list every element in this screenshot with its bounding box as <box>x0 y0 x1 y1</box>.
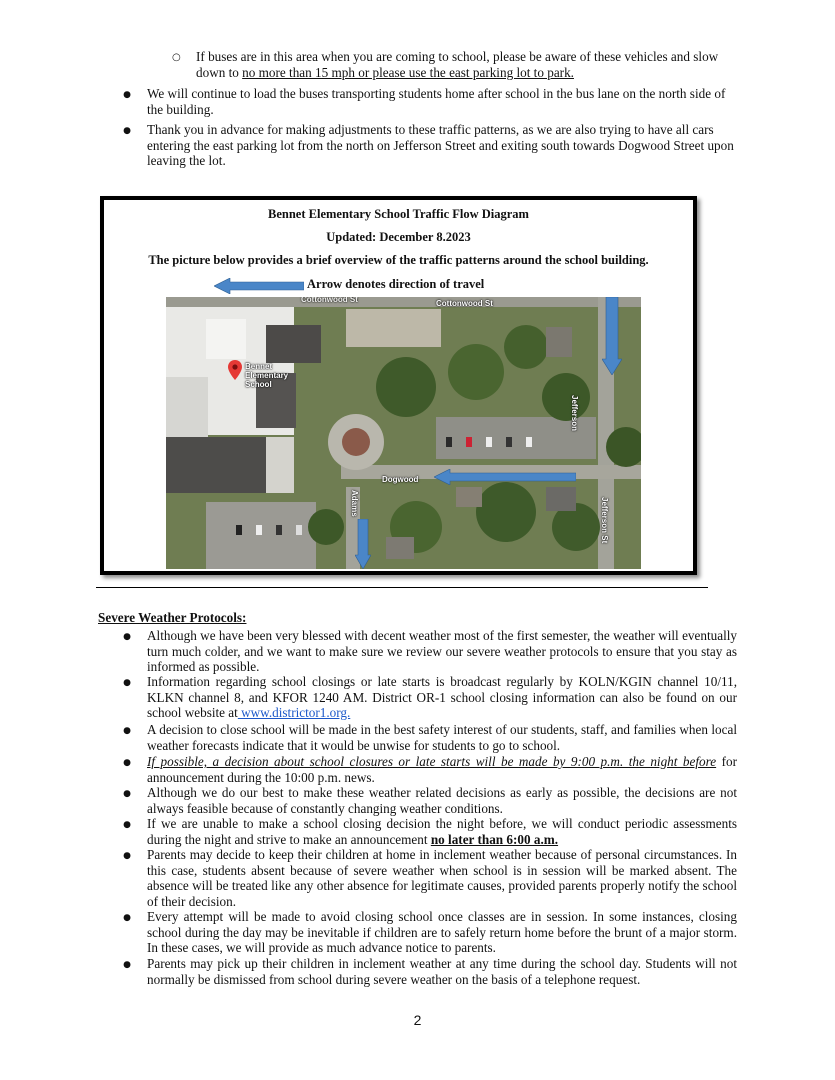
cottonwood-label: Cottonwood St <box>436 299 493 308</box>
severe-b5: Although we do our best to make these weather related decisions as early as possible, the decisions are not always feasible because of constantly changing weather conditions. <box>147 785 737 816</box>
sub-bullet-plain: If buses are in this area when you are coming to school, please be aware of these vehicles and slow down to <box>196 49 719 80</box>
bullet-dot: ● <box>123 851 131 861</box>
aerial-map-image <box>166 297 641 569</box>
bullet-dot: ● <box>123 960 131 970</box>
severe-b4-emphasis: If possible, a decision about school closures or late starts will be made by 9:00 p.m. the night before <box>147 754 717 769</box>
bullet-thank-you: Thank you in advance for making adjustments to these traffic patterns, as we are also trying to have all cars entering the east parking lot from the north on Jefferson Street and exiting south towards Dogwood Street upon leaving the lot. <box>147 122 734 169</box>
arrow-south-jefferson-icon <box>602 297 622 375</box>
severe-b8: Every attempt will be made to avoid closing school once classes are in session. In some instances, closing school during the day may be inevitable if children are to safely return home before the brunt of a major storm. In these cases, we will provide as much advance notice to parents. <box>147 909 737 956</box>
traffic-flow-diagram <box>100 196 697 575</box>
bullet-bus-lane: We will continue to load the buses transporting students home after school in the bus lane on the north side of the building. <box>147 86 726 117</box>
arrow-west-dogwood-icon <box>434 469 576 485</box>
diagram-overview: The picture below provides a brief overview of the traffic patterns around the school building. <box>148 253 649 267</box>
arrow-south-adams-icon <box>355 519 371 569</box>
bullet-dot: ● <box>123 90 131 100</box>
severe-b4 <box>147 754 737 785</box>
severe-b2-text: Information regarding school closings or late starts is broadcast regularly by KOLN/KGIN channel 10/11, KLKN channel 8, and KFOR 1240 AM. District OR-1 school closing information can also be found on our school website at <box>147 674 737 721</box>
bullet-dot: ● <box>123 632 131 642</box>
severe-b6 <box>147 816 737 847</box>
diagram-arrow-note: Arrow denotes direction of travel <box>307 277 485 291</box>
dogwood-label: Dogwood <box>382 475 419 484</box>
bullet-dot: ● <box>123 758 131 768</box>
bullet-dot: ● <box>123 678 131 688</box>
aerial-map <box>166 297 641 569</box>
diagram-updated: Updated: December 8.2023 <box>326 230 471 244</box>
bullet-dot: ● <box>123 726 131 736</box>
severe-b2 <box>147 674 737 721</box>
diagram-title: Bennet Elementary School Traffic Flow Diagram <box>268 207 529 221</box>
bullet-dot: ● <box>123 126 131 136</box>
severe-b7: Parents may decide to keep their children at home in inclement weather because of personal circumstances. In this case, students absent because of severe weather when school is in session will be marked absent. The absence will be treated like any other absence for legitimate causes, provided parents properly notify the school of their decision. <box>147 847 737 909</box>
severe-b3: A decision to close school will be made in the best safety interest of our students, staff, and families when local weather forecasts indicate that it would be unwise for students to go to school. <box>147 722 737 753</box>
severe-weather-heading: Severe Weather Protocols: <box>98 610 247 625</box>
legend-arrow-icon <box>214 278 304 294</box>
jefferson-bottom-label: Jefferson St <box>600 497 609 544</box>
sub-bullet-symbol: ○ <box>172 52 181 63</box>
jefferson-top-label: Jefferson <box>570 395 579 432</box>
section-divider <box>96 587 708 588</box>
page-number: 2 <box>413 1012 422 1028</box>
school-label: Bennet Elementary School <box>245 362 289 389</box>
severe-b6-text: If we are unable to make a school closing decision the night before, we will conduct periodic assessments during the night and strive to make an announcement <box>147 816 737 847</box>
severe-b9: Parents may pick up their children in inclement weather at any time during the school day. Students will not normally be dismissed from school during severe weather on the basis of a telephone request. <box>147 956 737 987</box>
sub-bullet-underlined: no more than 15 mph or please use the east parking lot to park. <box>242 64 574 80</box>
sub-bullet-text <box>196 49 744 80</box>
bullet-dot: ● <box>123 820 131 830</box>
cottonwood-left-label: Cottonwood St <box>301 297 358 304</box>
bullet-dot: ● <box>123 789 131 799</box>
severe-b6-deadline: no later than 6:00 a.m. <box>430 831 559 847</box>
adams-label: Adams <box>350 490 359 517</box>
severe-b1: Although we have been very blessed with decent weather most of the first semester, the weather will eventually turn much colder, and we want to make sure we review our severe weather protocols to ensure that you stay as informed as possible. <box>147 628 737 675</box>
bullet-dot: ● <box>123 913 131 923</box>
severe-b4-rest: for announcement during the 10:00 p.m. news. <box>147 754 737 785</box>
district-website-link[interactable]: www.districtor1.org. <box>237 705 351 721</box>
location-pin-icon <box>228 360 242 380</box>
